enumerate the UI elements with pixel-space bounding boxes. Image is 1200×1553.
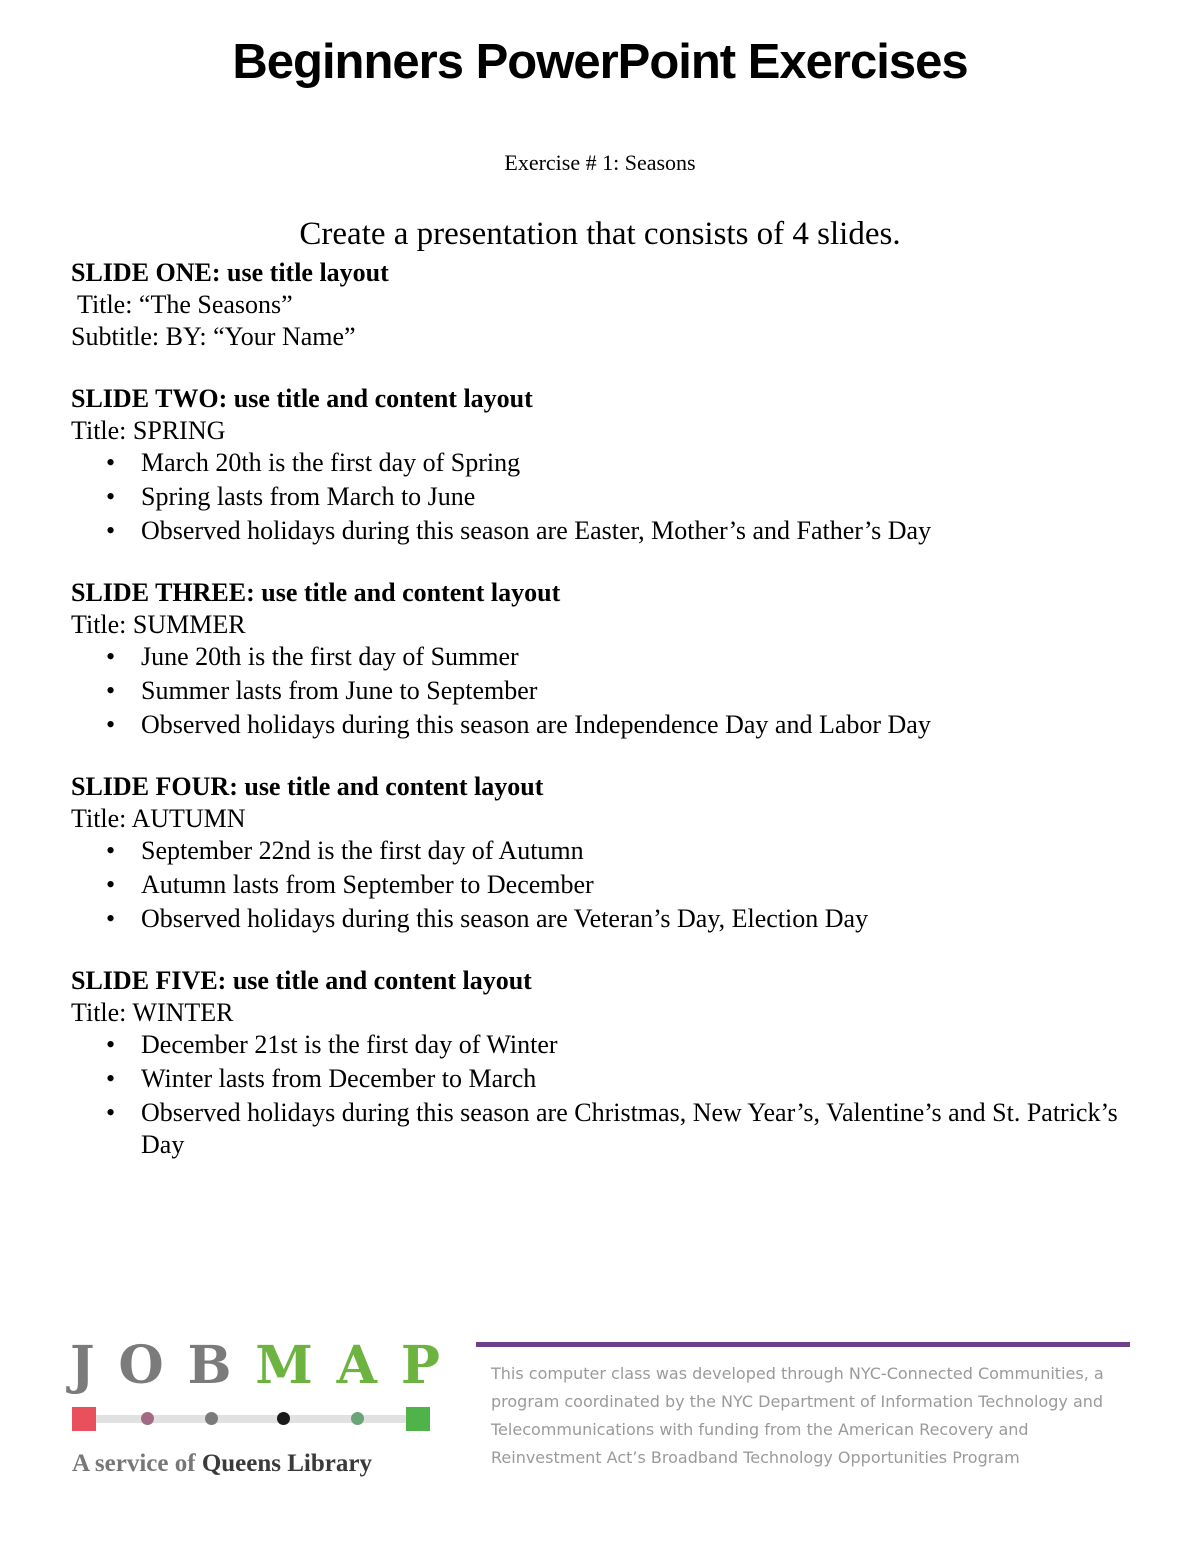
bullet-item: • September 22nd is the first day of Autumn [141,835,1151,867]
slide-line: Title: “The Seasons” [71,290,293,319]
bullet-item: • Observed holidays during this season are Independence Day and Labor Day [141,709,1151,741]
logo-tagline-brand: Queens Library [201,1450,372,1477]
bullet-list [71,835,1151,935]
slide-section [71,770,1151,935]
bullet-item: • Summer lasts from June to September [141,675,1151,707]
bullet-item: • Observed holidays during this season are Christmas, New Year’s, Valentine’s and St. Patrick’s Day [141,1097,1151,1161]
slide-section [71,576,1151,741]
bullet-list [71,1029,1151,1161]
intro-text: Create a presentation that consists of 4 slides. [299,216,901,252]
logo-track-dot [205,1412,218,1425]
logo-track-graphic [70,1406,436,1432]
bullet-item: • Autumn lasts from September to December [141,869,1151,901]
exercise-label: Exercise # 1: Seasons [504,150,696,175]
bullet-item: • June 20th is the first day of Summer [141,641,1151,673]
slide-heading: SLIDE TWO: use title and content layout [71,384,533,413]
slide-heading: SLIDE THREE: use title and content layout [71,578,561,607]
slide-heading: SLIDE ONE: use title layout [71,258,389,287]
slide-list [71,256,1151,1190]
slide-line: Title: SUMMER [71,610,246,639]
slide-line: Title: SPRING [71,416,226,445]
logo-letter: A [336,1335,378,1396]
bullet-item: • Spring lasts from March to June [141,481,1151,513]
logo-track-dot [277,1412,290,1425]
bullet-item: • March 20th is the first day of Spring [141,447,1151,479]
bullet-list [71,447,1151,547]
logo-letter: O [118,1335,164,1396]
footer-divider [476,1342,1130,1347]
logo-letter: B [187,1335,232,1396]
bullet-item: • Observed holidays during this season are Easter, Mother’s and Father’s Day [141,515,1151,547]
slide-line: Title: AUTUMN [71,804,246,833]
slide-section [71,964,1151,1161]
logo-wordmark [70,1335,440,1396]
bullet-item: • Winter lasts from December to March [141,1063,1151,1095]
logo-tagline-prefix: A service of [72,1450,202,1477]
jobmap-logo [70,1335,440,1488]
logo-tagline [72,1450,442,1478]
logo-letter: M [255,1335,313,1396]
logo-track-bar [82,1415,424,1423]
bullet-item: • Observed holidays during this season are Veteran’s Day, Election Day [141,903,1151,935]
slide-line: Subtitle: BY: “Your Name” [71,322,356,351]
slide-section [71,256,1151,353]
logo-letter: J [70,1335,95,1396]
page-title: Beginners PowerPoint Exercises [232,35,968,89]
slide-section [71,382,1151,547]
footer-note: This computer class was developed through NYC-Connected Communities, a program coordinated by the NYC Department of Information Technology and Telecommunications with funding from the American Recovery and Reinvestment Act’s Broadband Technology Opportunities Program [491,1364,1104,1467]
bullet-item: • December 21st is the first day of Winter [141,1029,1151,1061]
slide-heading: SLIDE FOUR: use title and content layout [71,772,544,801]
logo-track-dot [141,1412,154,1425]
bullet-list [71,641,1151,741]
slide-line: Title: WINTER [71,998,234,1027]
logo-track-dot [351,1412,364,1425]
logo-track-square [406,1407,430,1431]
logo-letter: P [400,1335,440,1396]
slide-heading: SLIDE FIVE: use title and content layout [71,966,532,995]
logo-track-square [72,1407,96,1431]
